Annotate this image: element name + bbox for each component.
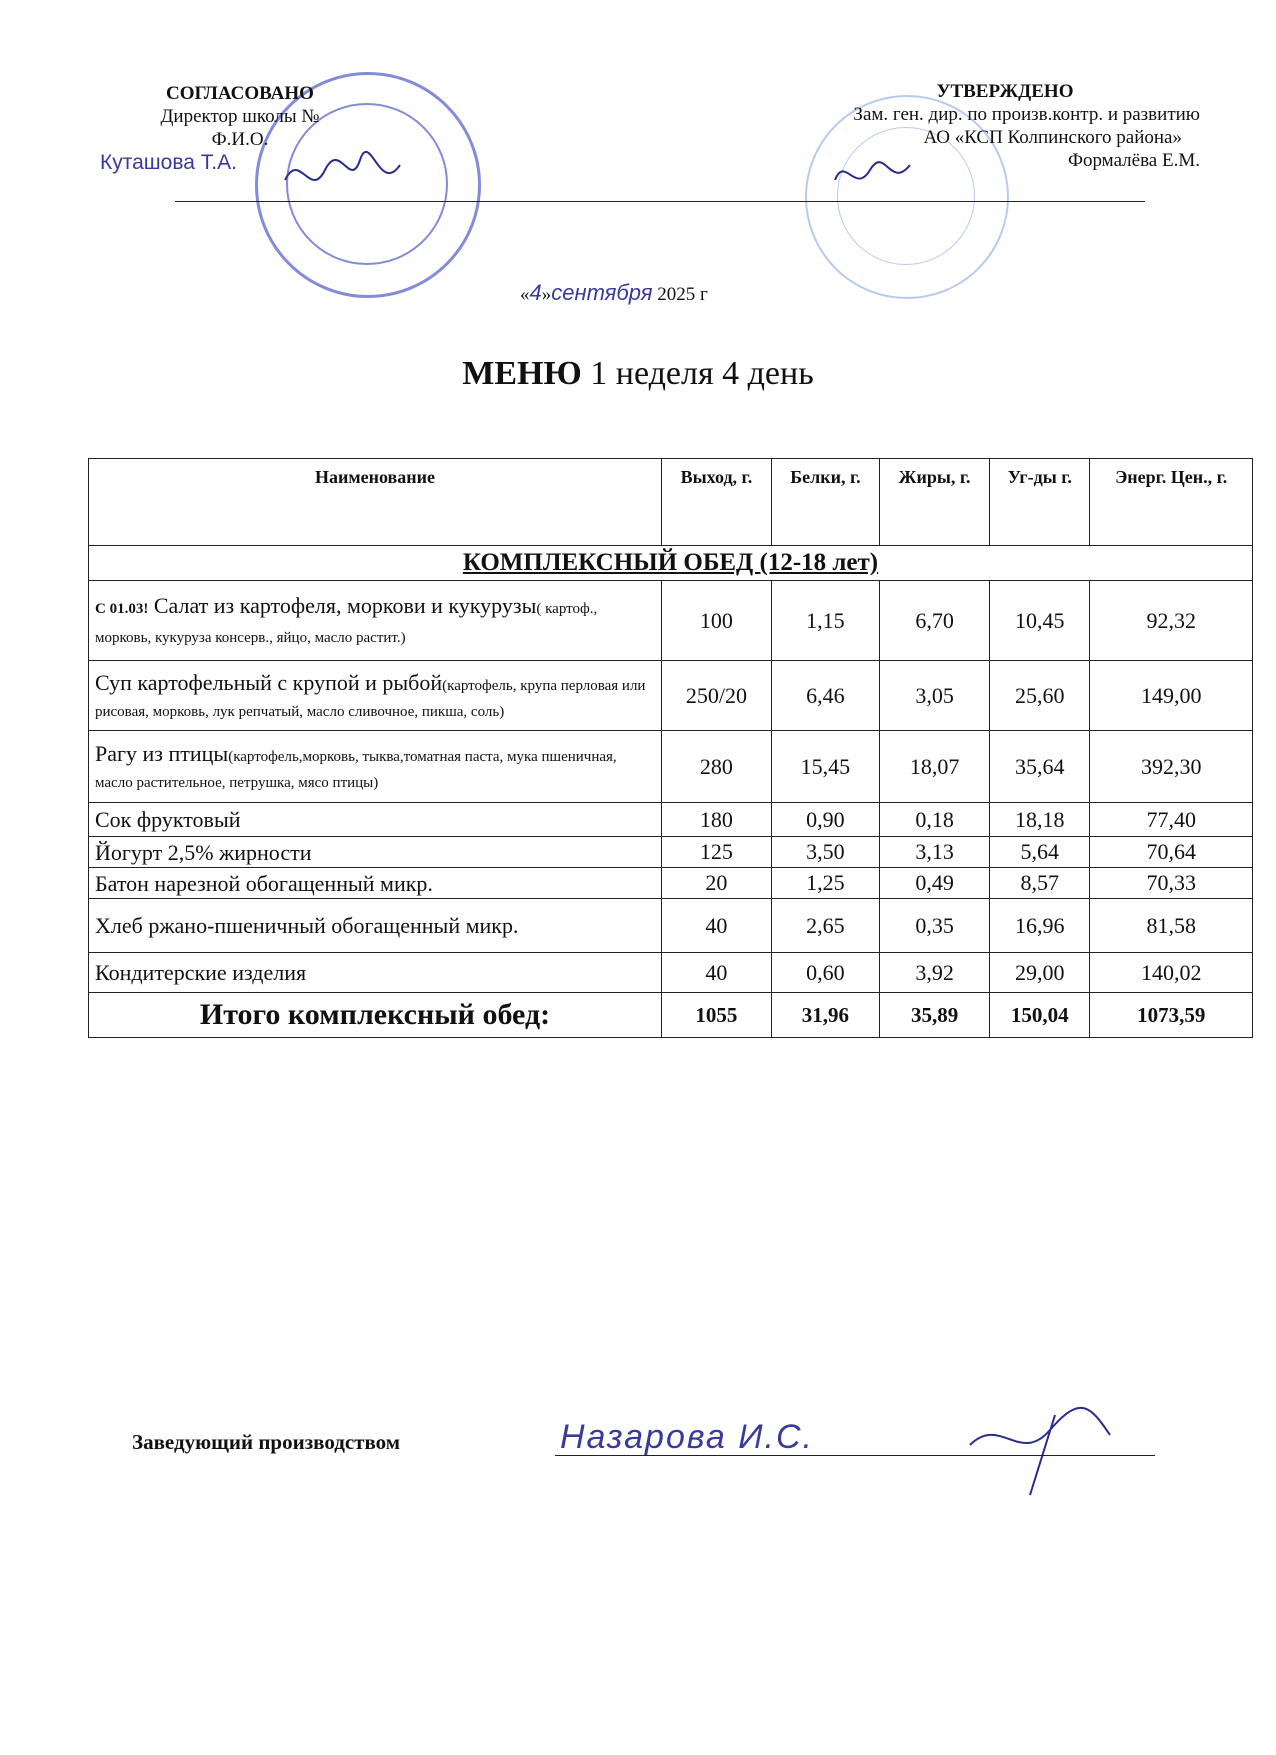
protein-value: 2,65	[771, 899, 879, 953]
footer-signature-name: Назарова И.С.	[560, 1418, 814, 1456]
carbs-value: 29,00	[990, 953, 1090, 993]
director-signature	[280, 140, 410, 210]
footer-label: Заведующий производством	[132, 1430, 401, 1454]
dish-name-cell	[89, 661, 662, 731]
dish-name: Хлеб ржано-пшеничный обогащенный микр.	[95, 913, 519, 938]
approved-org: АО «КСП Колпинского района»	[923, 127, 1182, 148]
carbs-value: 8,57	[990, 868, 1090, 899]
table-row	[89, 731, 1253, 803]
protein-value: 0,90	[771, 803, 879, 837]
agreed-position: Директор школы №	[160, 106, 320, 127]
date-year: 2025 г	[657, 284, 708, 305]
energy-value: 92,32	[1090, 581, 1253, 661]
yield-value: 20	[662, 868, 772, 899]
agreed-fio-label: Ф.И.О.	[211, 129, 269, 150]
fat-value: 0,35	[880, 899, 990, 953]
total-energy: 1073,59	[1090, 993, 1253, 1038]
table-row	[89, 837, 1253, 868]
table-row	[89, 803, 1253, 837]
energy-value: 140,02	[1090, 953, 1253, 993]
table-row	[89, 899, 1253, 953]
agreed-name: Куташова Т.А.	[100, 151, 237, 174]
approved-position: Зам. ген. дир. по произв.контр. и развитию	[853, 104, 1200, 125]
carbs-value: 16,96	[990, 899, 1090, 953]
section-row	[89, 546, 1253, 581]
header-energy: Энерг. Цен., г.	[1090, 459, 1253, 546]
title-week-day: 1 неделя 4 день	[581, 355, 814, 392]
dish-name-cell	[89, 899, 662, 953]
header-carbs: Уг-ды г.	[990, 459, 1090, 546]
dish-ingredients: (картофель, крупа перловая или рисовая, морковь, лук репчатый, масло сливочное, пикша, соль)	[95, 677, 646, 720]
approved-title: УТВЕРЖДЕНО	[936, 81, 1074, 102]
date-month: сентября	[551, 280, 653, 305]
dish-name: Сок фруктовый	[95, 807, 241, 832]
date-quote-close: »	[541, 284, 552, 305]
energy-value: 392,30	[1090, 731, 1253, 803]
header-name: Наименование	[89, 459, 662, 546]
dish-name-cell	[89, 837, 662, 868]
yield-value: 250/20	[662, 661, 772, 731]
dish-name: Батон нарезной обогащенный микр.	[95, 870, 433, 896]
fat-value: 3,92	[880, 953, 990, 993]
header-fat: Жиры, г.	[880, 459, 990, 546]
total-carbs: 150,04	[990, 993, 1090, 1038]
dish-name-cell	[89, 731, 662, 803]
approval-approved-block	[720, 80, 1200, 172]
carbs-value: 25,60	[990, 661, 1090, 731]
energy-value: 77,40	[1090, 803, 1253, 837]
dish-name: Салат из картофеля, моркови и кукурузы	[148, 593, 537, 618]
dish-name: Рагу из птицы	[95, 740, 229, 766]
dish-name: Йогурт 2,5% жирности	[95, 839, 312, 865]
energy-value: 149,00	[1090, 661, 1253, 731]
table-row	[89, 581, 1253, 661]
header-yield: Выход, г.	[662, 459, 772, 546]
protein-value: 6,46	[771, 661, 879, 731]
section-title: КОМПЛЕКСНЫЙ ОБЕД (12-18 лет)	[89, 546, 1253, 581]
table-row	[89, 953, 1253, 993]
table-row	[89, 661, 1253, 731]
total-label: Итого комплексный обед:	[89, 993, 662, 1038]
total-row	[89, 993, 1253, 1038]
fat-value: 0,18	[880, 803, 990, 837]
total-yield: 1055	[662, 993, 772, 1038]
dish-name-cell	[89, 953, 662, 993]
dish-ingredients: ( картоф., морковь, кукуруза консерв., яйцо, масло растит.)	[95, 601, 598, 646]
dish-name: Кондитерские изделия	[95, 960, 307, 985]
approved-name: Формалёва Е.М.	[1067, 150, 1200, 171]
dish-ingredients: (картофель,морковь, тыква,томатная паста, мука пшеничная, масло растительное, петрушка, мясо птицы)	[95, 748, 617, 791]
page-title	[0, 355, 1276, 393]
fat-value: 6,70	[880, 581, 990, 661]
dish-name-cell	[89, 803, 662, 837]
protein-value: 3,50	[771, 837, 879, 868]
yield-value: 100	[662, 581, 772, 661]
dish-name-cell	[89, 868, 662, 899]
fat-value: 0,49	[880, 868, 990, 899]
production-head-signature	[960, 1395, 1130, 1505]
agreed-title: СОГЛАСОВАНО	[166, 83, 314, 104]
dish-name-cell	[89, 581, 662, 661]
yield-value: 180	[662, 803, 772, 837]
energy-value: 81,58	[1090, 899, 1253, 953]
yield-value: 40	[662, 899, 772, 953]
header-protein: Белки, г.	[771, 459, 879, 546]
date-day: 4	[529, 280, 542, 305]
menu-table	[88, 458, 1253, 1038]
date-quote-open: «	[520, 284, 530, 305]
table-row	[89, 868, 1253, 899]
protein-value: 1,25	[771, 868, 879, 899]
protein-value: 1,15	[771, 581, 879, 661]
energy-value: 70,64	[1090, 837, 1253, 868]
protein-value: 0,60	[771, 953, 879, 993]
energy-value: 70,33	[1090, 868, 1253, 899]
dish-code: С 01.03!	[95, 601, 149, 617]
approval-date	[520, 280, 708, 306]
yield-value: 125	[662, 837, 772, 868]
total-protein: 31,96	[771, 993, 879, 1038]
fat-value: 3,13	[880, 837, 990, 868]
total-fat: 35,89	[880, 993, 990, 1038]
fat-value: 3,05	[880, 661, 990, 731]
footer-signature-line	[555, 1455, 1155, 1456]
fat-value: 18,07	[880, 731, 990, 803]
title-menu: МЕНЮ	[462, 355, 582, 392]
carbs-value: 35,64	[990, 731, 1090, 803]
signature-line	[175, 201, 1145, 202]
table-header-row	[89, 459, 1253, 546]
carbs-value: 18,18	[990, 803, 1090, 837]
yield-value: 40	[662, 953, 772, 993]
protein-value: 15,45	[771, 731, 879, 803]
carbs-value: 10,45	[990, 581, 1090, 661]
yield-value: 280	[662, 731, 772, 803]
carbs-value: 5,64	[990, 837, 1090, 868]
dish-name: Суп картофельный с крупой и рыбой	[95, 669, 443, 695]
deputy-signature	[830, 150, 920, 200]
